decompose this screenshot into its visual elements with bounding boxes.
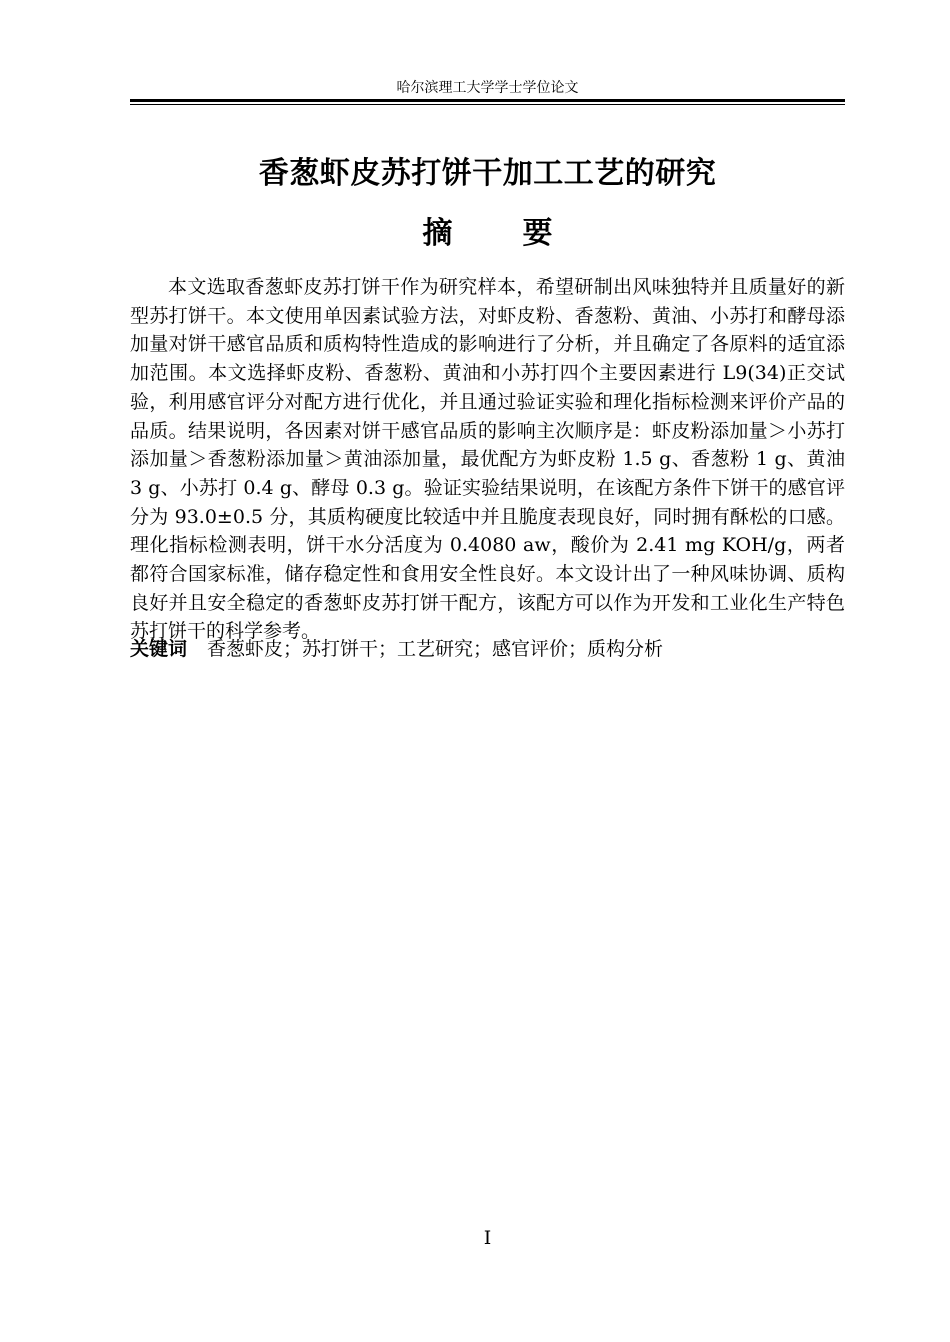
keywords-text: 香葱虾皮；苏打饼干；工艺研究；感官评价；质构分析 [207, 638, 664, 660]
header-rule-thin [130, 104, 845, 105]
page-number: I [483, 1227, 492, 1249]
running-header: 哈尔滨理工大学学士学位论文 [396, 80, 579, 96]
header-rule-thick [130, 99, 845, 102]
abstract-heading: 摘要 [422, 216, 623, 251]
thesis-title: 香葱虾皮苏打饼干加工工艺的研究 [258, 156, 717, 191]
keywords-label: 关键词 [130, 638, 188, 660]
keywords-line [130, 635, 845, 663]
abstract-body: 本文选取香葱虾皮苏打饼干作为研究样本，希望研制出风味独特并且质量好的新型苏打饼干。本文使用单因素试验方法，对虾皮粉、香葱粉、黄油、小苏打和酵母添加量对饼干感官品质和质构特性造成的影响进行了分析，并且确定了各原料的适宜添加范围。本文选择虾皮粉、香葱粉、黄油和小苏打四个主要因素进行 L9(34)正交试验，利用感官评分对配方进行优化，并且通过验证实验和理化指标检测来评价产品的品质。结果说明，各因素对饼干感官品质的影响主次顺序是：虾皮粉添加量＞小苏打添加量＞香葱粉添加量＞黄油添加量，最优配方为虾皮粉 1.5 g、香葱粉 1 g、黄油 3 g、小苏打 0.4 g、酵母 0.3 g。验证实验结果说明，在该配方条件下饼干的感官评分为 93.0±0.5 分，其质构硬度比较适中并且脆度表现良好，同时拥有酥松的口感。理化指标检测表明，饼干水分活度为 0.4080 aw，酸价为 2.41 mg KOH/g，两者都符合国家标准，储存稳定性和食用安全性良好。本文设计出了一种风味协调、质构良好并且安全稳定的香葱虾皮苏打饼干配方，该配方可以作为开发和工业化生产特色苏打饼干的科学参考。 [130, 276, 845, 643]
